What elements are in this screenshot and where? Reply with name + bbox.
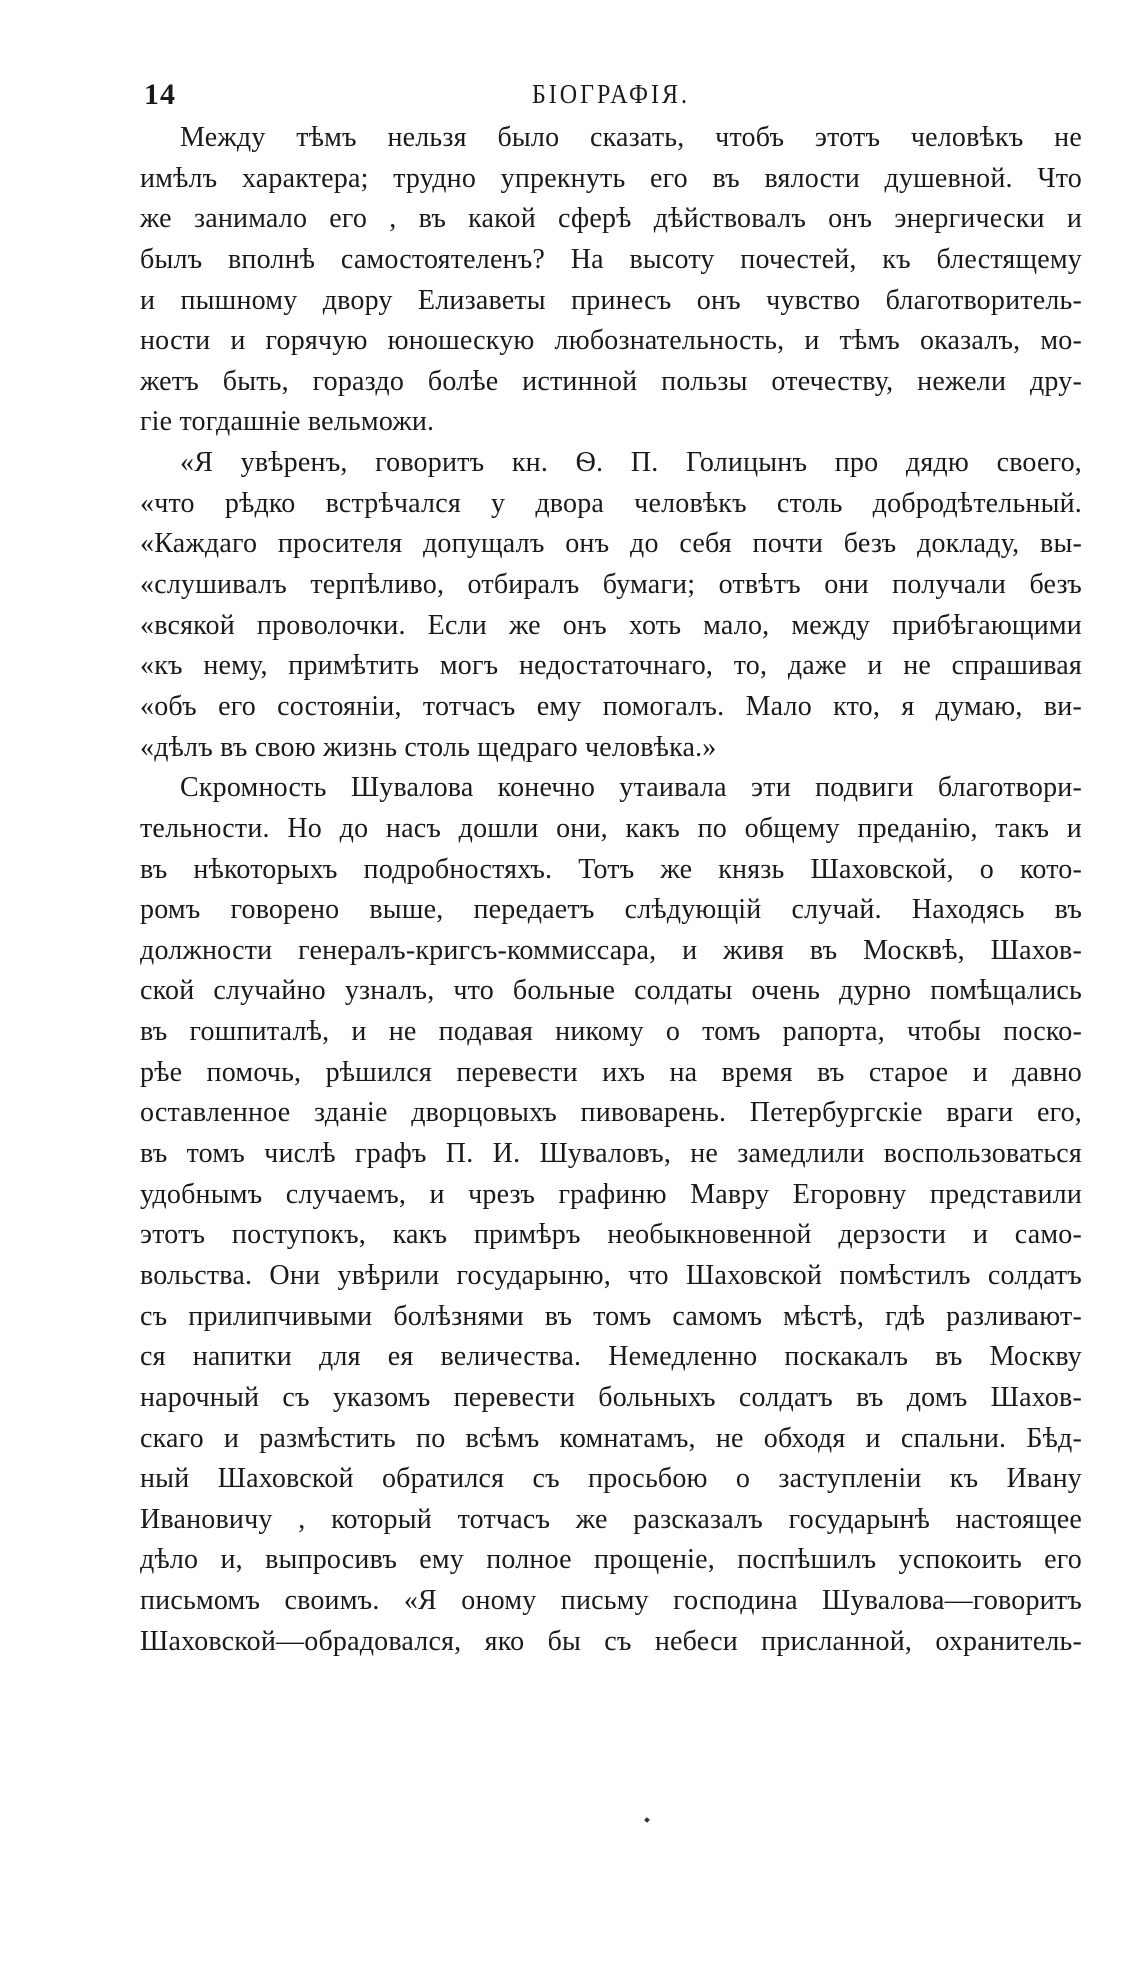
text-line: былъ вполнѣ самостоятеленъ? На высоту почестей, къ блестящему [140,243,1082,275]
text-line: «къ нему, примѣтить могъ недостаточнаго, то, даже и не спрашивая [140,650,1082,682]
text-line: Скромность Шувалова конечно утаивала эти подвиги благотвори- [180,772,1082,804]
text-line: ся напитки для ея величества. Немедленно поскакалъ въ Москву [140,1341,1082,1373]
text-line: въ нѣкоторыхъ подробностяхъ. Тотъ же князь Шаховской, о кото- [140,853,1082,885]
text-line: ромъ говорено выше, передаетъ слѣдующій случай. Находясь въ [140,894,1082,926]
text-line: вольства. Они увѣрили государыню, что Шаховской помѣстилъ солдатъ [140,1259,1082,1291]
text-line: въ гошпиталѣ, и не подавая никому о томъ рапорта, чтобы поско- [140,1016,1082,1048]
text-line: «что рѣдко встрѣчался у двора человѣкъ столь добродѣтельный. [140,487,1082,519]
text-line: же занимало его , въ какой сферѣ дѣйствовалъ онъ энергически и [140,203,1082,235]
text-line: имѣлъ характера; трудно упрекнуть его въ вялости душевной. Что [140,162,1082,194]
running-title: БІОГРАФІЯ. [531,79,691,110]
text-line: Между тѣмъ нельзя было сказать, чтобъ этотъ человѣкъ не [180,122,1082,153]
text-line: оставленное зданіе дворцовыхъ пивоварень. Петербургскіе враги его, [140,1097,1082,1129]
text-line: Ивановичу , который тотчасъ же разсказалъ государынѣ настоящее [140,1503,1082,1535]
page-header [140,78,1082,118]
text-line: «Я увѣренъ, говоритъ кн. Ѳ. П. Голицынъ про дядю своего, [180,447,1082,479]
text-line: гіе тогдашніе вельможи. [140,406,435,438]
text-line: удобнымъ случаемъ, и чрезъ графиню Мавру Егоровну представили [140,1178,1082,1210]
text-line: рѣе помочь, рѣшился перевести ихъ на время въ старое и давно [140,1056,1082,1088]
text-line: тельности. Но до насъ дошли они, какъ по общему преданію, такъ и [140,812,1082,844]
text-line: съ прилипчивыми болѣзнями въ томъ самомъ мѣстѣ, гдѣ разливают- [140,1300,1082,1332]
text-line: въ томъ числѣ графъ П. И. Шуваловъ, не замедлили воспользоваться [140,1138,1082,1170]
text-line: должности генералъ-кригсъ-коммиссара, и живя въ Москвѣ, Шахов- [140,934,1082,966]
text-line: Шаховской—обрадовался, яко бы съ небеси присланной, охранитель- [140,1625,1082,1657]
text-line: дѣло и, выпросивъ ему полное прощеніе, поспѣшилъ успокоить его [140,1544,1082,1576]
body-text [140,118,1082,1662]
text-line: «дѣлъ въ свою жизнь столь щедраго человѣка.» [140,731,717,763]
printer-mark [644,1817,650,1823]
text-line: «всякой проволочки. Если же онъ хоть мало, между прибѣгающими [140,609,1082,641]
page-number: 14 [144,78,176,111]
text-line: ности и горячую юношескую любознательность, и тѣмъ оказалъ, мо- [140,325,1082,357]
text-line: ской случайно узналъ, что больные солдаты очень дурно помѣщались [140,975,1082,1007]
text-line: и пышному двору Елизаветы принесъ онъ чувство благотворитель- [140,284,1082,316]
text-line: ный Шаховской обратился съ просьбою о заступленіи къ Ивану [140,1463,1082,1495]
text-line: этотъ поступокъ, какъ примѣръ необыкновенной дерзости и само- [140,1219,1082,1251]
text-line: «Каждаго просителя допущалъ онъ до себя почти безъ докладу, вы- [140,528,1082,560]
text-line: «слушивалъ терпѣливо, отбиралъ бумаги; отвѣтъ они получали безъ [140,569,1082,601]
text-line: письмомъ своимъ. «Я оному письму господина Шувалова—говоритъ [140,1585,1082,1617]
text-line: скаго и размѣстить по всѣмъ комнатамъ, не обходя и спальни. Бѣд- [140,1422,1082,1454]
text-line: жетъ быть, гораздо болѣе истинной пользы отечеству, нежели дру- [140,365,1082,397]
text-line: «объ его состояніи, тотчасъ ему помогалъ. Мало кто, я думаю, ви- [140,690,1082,722]
text-line: нарочный съ указомъ перевести больныхъ солдатъ въ домъ Шахов- [140,1381,1082,1413]
